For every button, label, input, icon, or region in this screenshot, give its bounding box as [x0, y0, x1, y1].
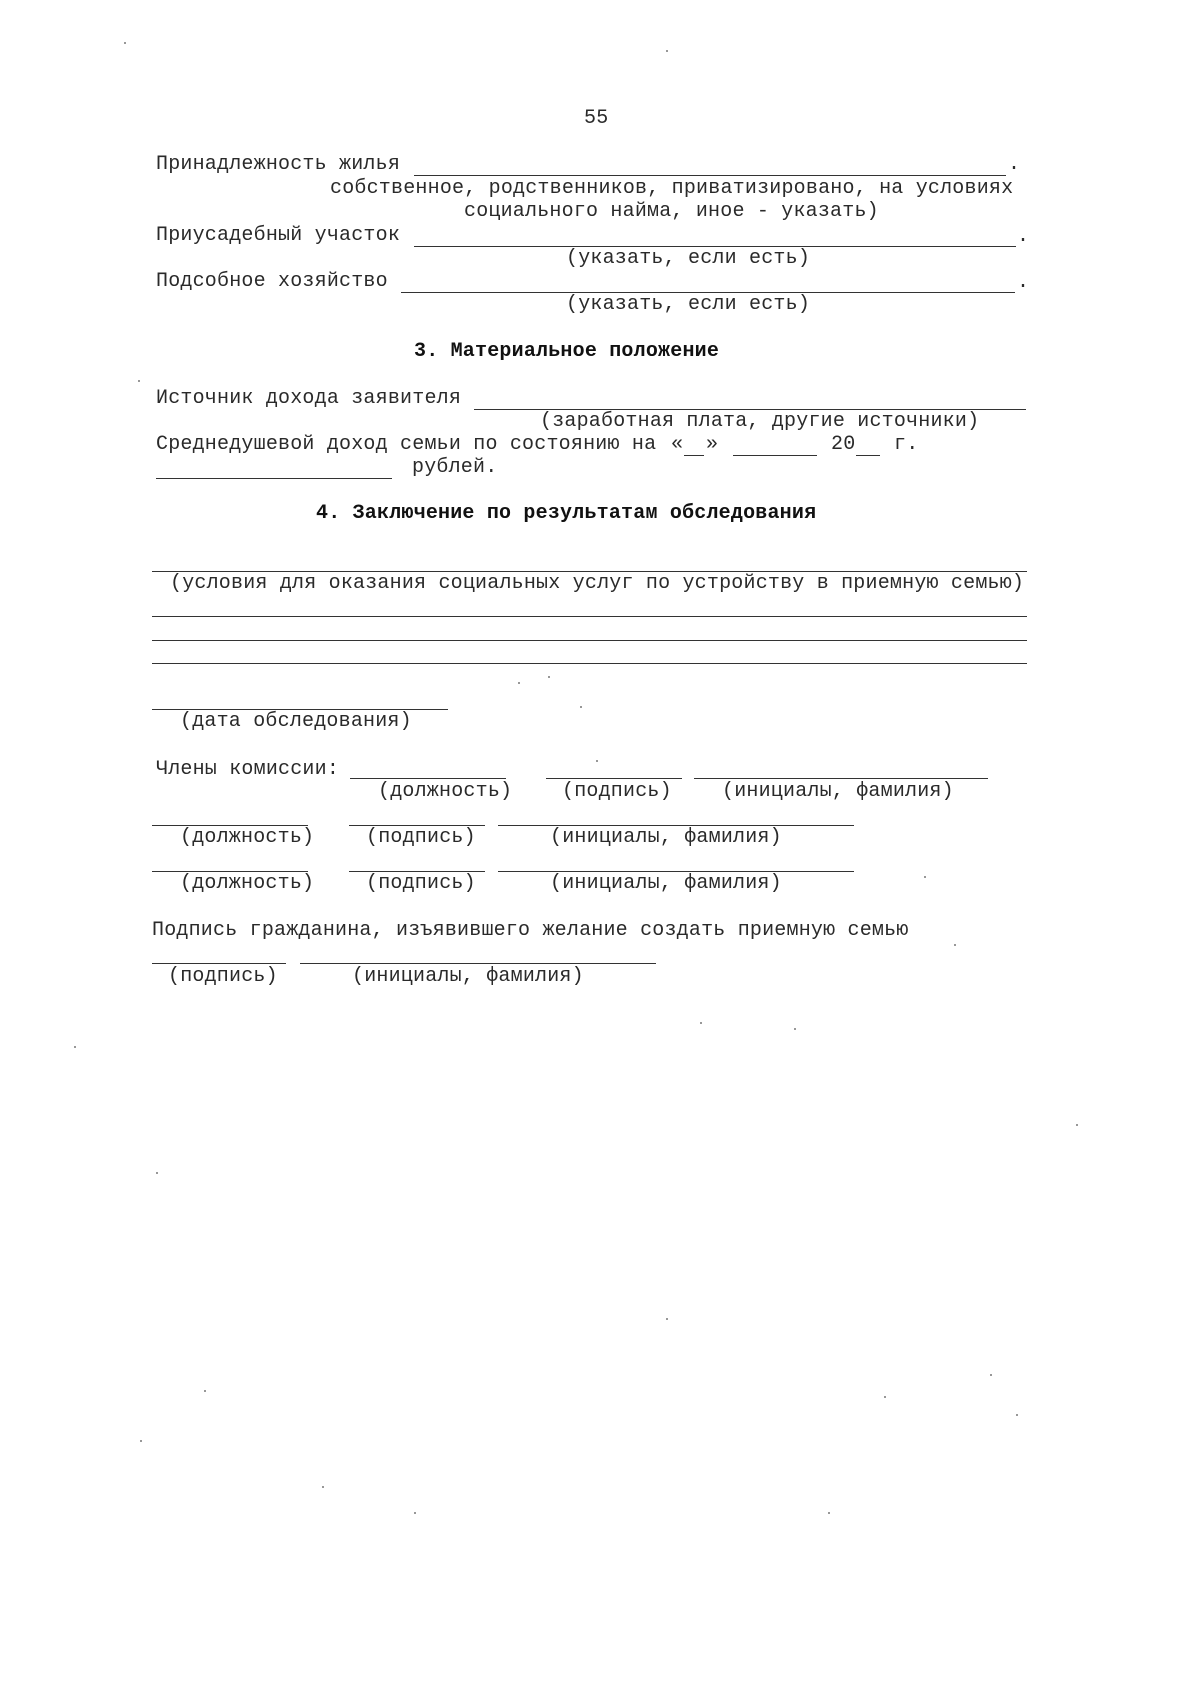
- scan-speck: [596, 760, 598, 762]
- scan-speck: [794, 1028, 796, 1030]
- citizen-signature-field[interactable]: [152, 963, 286, 964]
- housing-ownership-label: Принадлежность жилья: [156, 153, 401, 176]
- scan-speck: [990, 1374, 992, 1376]
- quote-open: «: [671, 433, 684, 456]
- member-3-position-hint: (должность): [180, 872, 315, 895]
- member-1-signature-hint: (подпись): [562, 780, 672, 803]
- scan-speck: [140, 1440, 142, 1442]
- scan-speck: [414, 1512, 416, 1514]
- member-1-position-field[interactable]: [350, 778, 506, 779]
- section-3-heading: 3. Материальное положение: [414, 340, 720, 363]
- scan-speck: [204, 1390, 206, 1392]
- scan-speck: [700, 1022, 702, 1024]
- avg-income-amount-field[interactable]: [156, 478, 392, 479]
- member-1-name-field[interactable]: [694, 778, 988, 779]
- scan-speck: [954, 944, 956, 946]
- plot-hint: (указать, если есть): [566, 247, 811, 270]
- member-2-signature-hint: (подпись): [366, 826, 476, 849]
- quote-close: »: [706, 433, 719, 456]
- commission-label: Члены комиссии:: [156, 758, 340, 781]
- member-2-position-hint: (должность): [180, 826, 315, 849]
- conditions-hint: (условия для оказания социальных услуг по устройству в приемную семью): [170, 572, 1025, 595]
- scan-speck: [322, 1486, 324, 1488]
- citizen-signature-label: Подпись гражданина, изъявившего желание создать приемную семью: [152, 919, 909, 942]
- scan-speck: [74, 1046, 76, 1048]
- income-source-label: Источник дохода заявителя: [156, 387, 462, 410]
- scan-speck: [156, 1172, 158, 1174]
- page-number: 55: [584, 107, 609, 130]
- scan-speck: [138, 380, 140, 382]
- member-1-signature-field[interactable]: [546, 778, 682, 779]
- housing-ownership-hint-1: собственное, родственников, приватизировано, на условиях: [330, 177, 1014, 200]
- member-3-name-hint: (инициалы, фамилия): [550, 872, 782, 895]
- scan-speck: [1016, 1414, 1018, 1416]
- housing-ownership-field[interactable]: [414, 175, 1006, 176]
- scan-speck: [580, 706, 582, 708]
- scan-speck: [518, 682, 520, 684]
- scan-speck: [124, 42, 126, 44]
- member-3-signature-hint: (подпись): [366, 872, 476, 895]
- plot-label: Приусадебный участок: [156, 224, 401, 247]
- farm-label: Подсобное хозяйство: [156, 270, 388, 293]
- scan-speck: [828, 1512, 830, 1514]
- income-source-hint: (заработная плата, другие источники): [540, 410, 980, 433]
- scan-speck: [924, 876, 926, 878]
- scan-speck: [1076, 1124, 1078, 1126]
- conclusion-line-2[interactable]: [152, 616, 1027, 617]
- housing-ownership-hint-2: социального найма, иное - указать): [464, 200, 879, 223]
- avg-income-label: Среднедушевой доход семьи по состоянию на: [156, 433, 657, 456]
- member-1-name-hint: (инициалы, фамилия): [722, 780, 954, 803]
- conclusion-line-4[interactable]: [152, 663, 1027, 664]
- year-field[interactable]: [856, 455, 880, 456]
- housing-ownership-period: .: [1008, 153, 1021, 176]
- rubles-label: рублей.: [412, 456, 498, 479]
- scan-speck: [884, 1396, 886, 1398]
- citizen-signature-hint: (подпись): [168, 965, 278, 988]
- month-field[interactable]: [733, 455, 817, 456]
- citizen-name-field[interactable]: [300, 963, 656, 964]
- plot-period: .: [1017, 225, 1030, 248]
- year-prefix: 20: [831, 433, 856, 456]
- year-suffix: г.: [894, 433, 919, 456]
- scan-speck: [666, 1318, 668, 1320]
- citizen-name-hint: (инициалы, фамилия): [352, 965, 584, 988]
- scan-speck: [666, 50, 668, 52]
- day-field[interactable]: [684, 455, 704, 456]
- scan-speck: [548, 676, 550, 678]
- survey-date-hint: (дата обследования): [180, 710, 412, 733]
- member-2-name-hint: (инициалы, фамилия): [550, 826, 782, 849]
- section-4-heading: 4. Заключение по результатам обследования: [316, 502, 817, 525]
- member-1-position-hint: (должность): [378, 780, 513, 803]
- farm-hint: (указать, если есть): [566, 293, 811, 316]
- conclusion-line-3[interactable]: [152, 640, 1027, 641]
- farm-period: .: [1017, 271, 1030, 294]
